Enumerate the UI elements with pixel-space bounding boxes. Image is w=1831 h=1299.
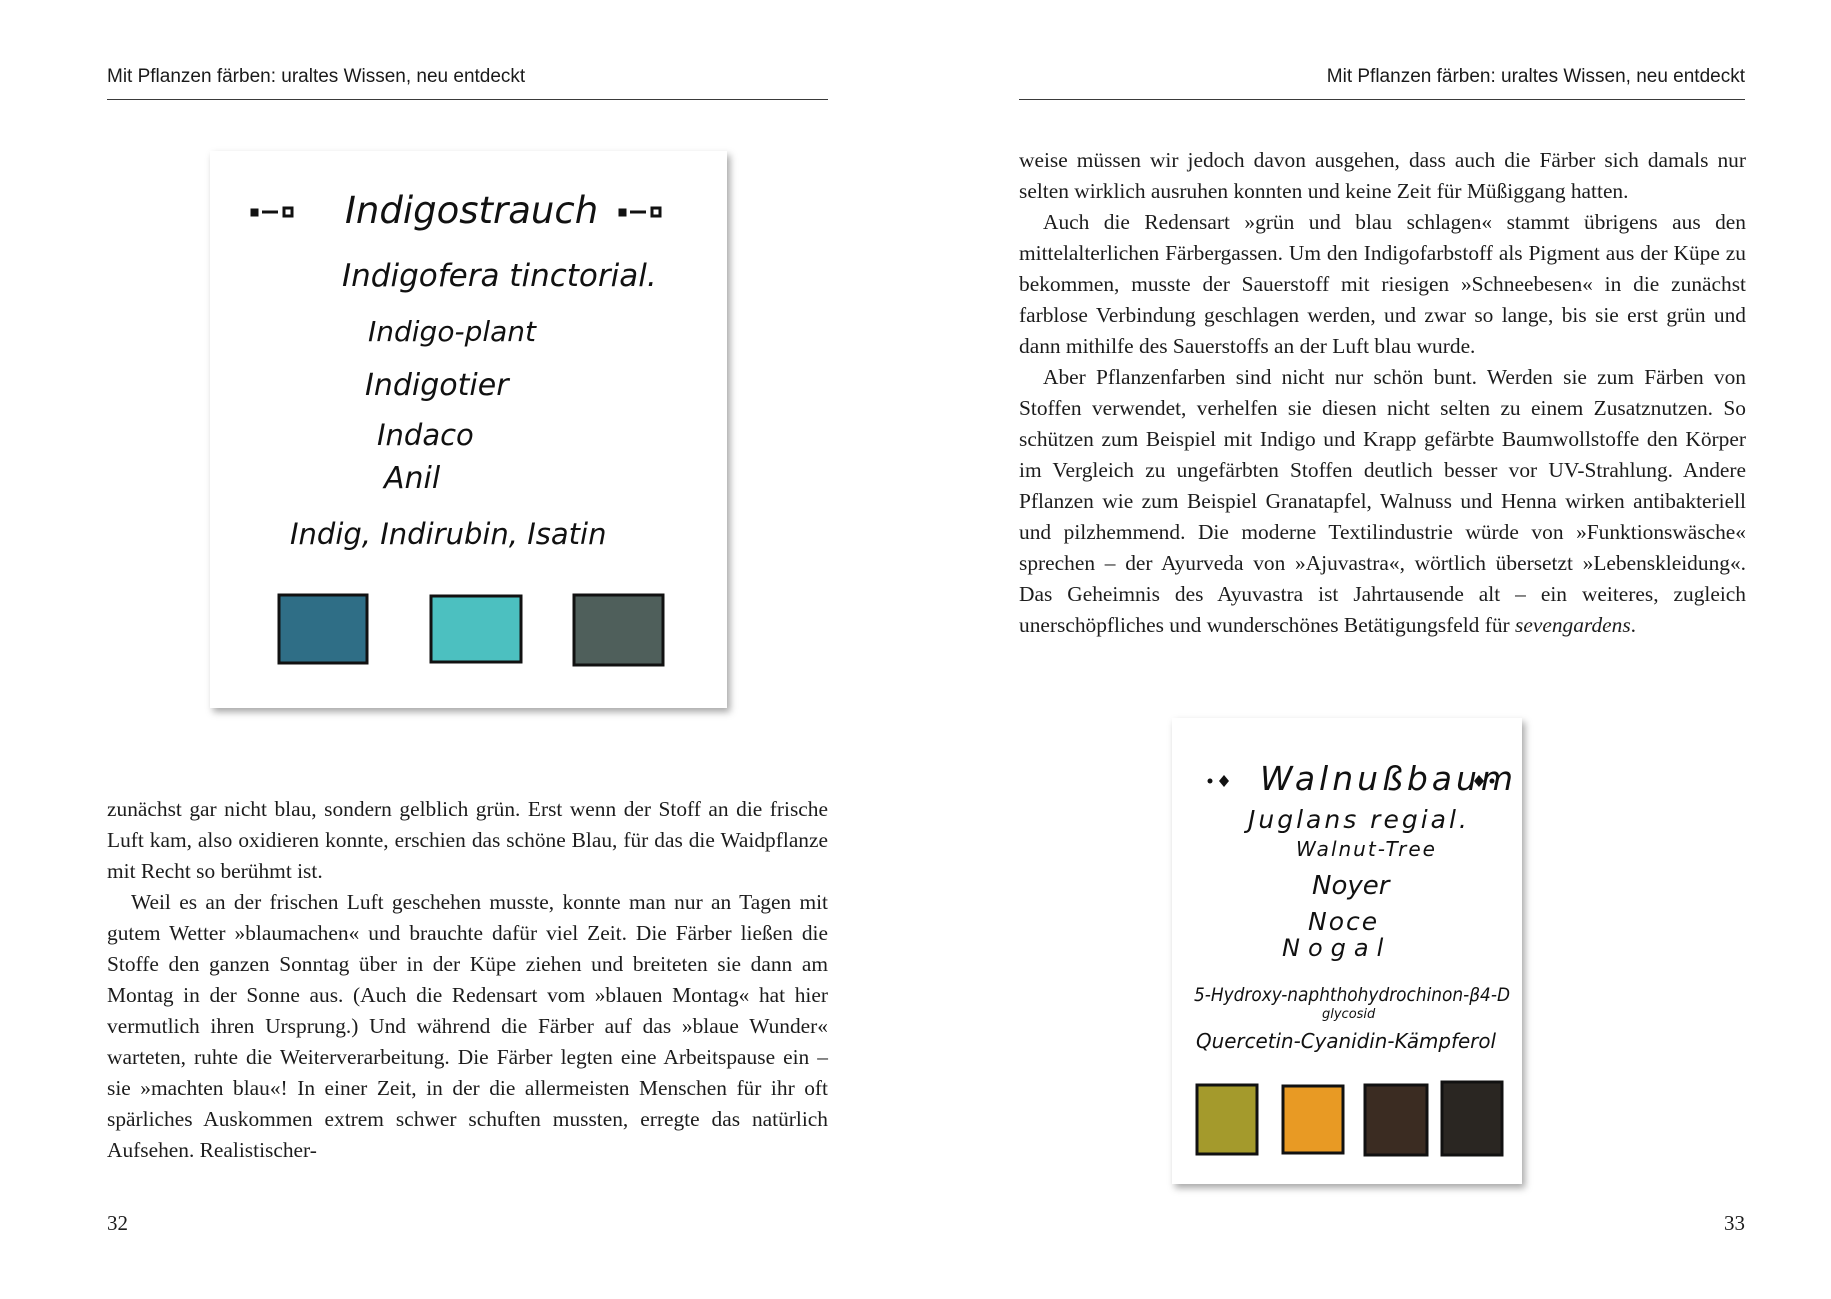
indigo-illustration	[210, 151, 727, 708]
indigo-illustration-card	[210, 151, 727, 708]
header-rule-left	[107, 99, 828, 100]
running-head-left: Mit Pflanzen färben: uraltes Wissen, neu entdeckt	[107, 66, 526, 87]
paragraph: zunächst gar nicht blau, sondern gelblich grün. Erst wenn der Stoff an die frische Luft kam, also oxidieren konnte, erschien das schöne Blau, für das die Waidpflanze mit Recht so berühmt ist.	[107, 797, 828, 883]
illustration-line: Indaco	[377, 418, 474, 452]
illustration-line: Indigo-plant	[368, 315, 536, 348]
color-swatch	[1197, 1085, 1257, 1154]
ornament-left	[1208, 775, 1230, 787]
running-head-right: Mit Pflanzen färben: uraltes Wissen, neu entdeckt	[1326, 66, 1745, 87]
paragraph: Auch die Redensart »grün und blau schlagen« stammt übrigens aus den mittelalterlichen Färbergassen. Um den Indigofarbstoff als Pigment aus der Küpe zu bekommen, musste der Sauerstoff mit riesigen »Schneebesen« in die zunächst farblose Verbindung geschlagen werden, und zwar so lange, bis sie erst grün und dann mithilfe des Sauerstoffs an der Luft blau wurde.	[1019, 210, 1746, 358]
body-text-right	[1019, 145, 1746, 641]
paragraph-last	[1019, 362, 1746, 641]
illustration-line: Walnut-Tree	[1296, 837, 1437, 861]
illustration-line: Indigotier	[365, 368, 509, 403]
page-number-right: 33	[1724, 1211, 1745, 1235]
illustration-title: Indigostrauch	[345, 189, 599, 232]
illustration-title: Walnußbaum	[1260, 759, 1518, 798]
illustration-line: Anil	[384, 461, 441, 496]
walnut-illustration-card	[1172, 718, 1522, 1184]
color-swatch	[1365, 1085, 1427, 1155]
color-swatch	[1442, 1082, 1502, 1155]
page-number-left: 32	[107, 1211, 128, 1235]
color-swatch	[574, 595, 663, 665]
walnut-illustration	[1172, 718, 1522, 1184]
color-swatch	[279, 595, 367, 663]
header-rule-right	[1019, 99, 1745, 100]
illustration-line: glycosid	[1322, 1007, 1376, 1022]
paragraph-text: Aber Pflanzenfarben sind nicht nur schön bunt. Werden sie zum Färben von Stoffen verwendet, verhelfen sie diesen nicht selten zu einem Zusatznutzen. So schützen zum Beispiel mit Indigo und Krapp gefärbte Baumwollstoffe den Körper im Vergleich zu ungefärbten Stoffen deutlich besser vor UV-Strahlung. Andere Pflanzen wie zum Beispiel Granatapfel, Walnuss und Henna wirken antibakteriell und pilzhemmend. Die moderne Textilindustrie würde von »Funktionswäsche« sprechen – der Ayurveda von »Ajuvastra«, wörtlich übersetzt »Lebenskleidung«. Das Geheimnis des Ayuvastra ist Jahrtausende alt – ein weiteres, zugleich unerschöpfliches und wunderschönes Betätigungsfeld für	[1019, 365, 1746, 637]
illustration-line: Indig, Indirubin, Isatin	[290, 517, 607, 551]
body-text-left	[107, 794, 828, 1166]
illustration-line: Juglans regial.	[1248, 805, 1470, 834]
illustration-line: Quercetin-Cyanidin-Kämpferol	[1196, 1029, 1497, 1053]
illustration-line: Indigofera tinctorial.	[342, 258, 657, 294]
illustration-line: 5-Hydroxy-naphthohydrochinon-β4-D	[1194, 984, 1510, 1006]
illustration-line: Nogal	[1282, 934, 1392, 962]
ornament-left	[252, 208, 292, 216]
paragraph: Weil es an der frischen Luft geschehen musste, konnte man nur an Tagen mit gutem Wetter »blaumachen« und brauchte dafür viel Zeit. Die Färber ließen die Stoffe den ganzen Sonntag über in der Küpe ziehen und breiteten sie dann am Montag in der Sonne aus. (Auch die Redensart vom »blauen Montag« hat hier vermutlich ihren Ursprung.) Und während die Färber auf das »blaue Wunder« warteten, ruhte die Weiterverarbeitung. Die Färber legten eine Arbeitspause ein – sie »machten blau«! In einer Zeit, in der die allermeisten Menschen für ihr oft spärliches Auskommen extrem schwer schuften mussten, erregte das natürlich Aufsehen. Realistischer-	[107, 890, 828, 1162]
illustration-line: Noyer	[1312, 871, 1390, 901]
emphasis-sevengardens: sevengardens	[1515, 613, 1631, 637]
color-swatch	[431, 596, 521, 662]
paragraph: weise müssen wir jedoch davon ausgehen, dass auch die Färber sich damals nur selten wirklich ausruhen konnten und keine Zeit für Müßiggang hatten.	[1019, 148, 1746, 203]
right-page	[916, 0, 1831, 1299]
left-page	[0, 0, 915, 1299]
paragraph-end: .	[1630, 613, 1637, 637]
color-swatch	[1283, 1086, 1343, 1153]
ornament-right	[620, 208, 660, 216]
illustration-line: Noce	[1308, 907, 1380, 936]
